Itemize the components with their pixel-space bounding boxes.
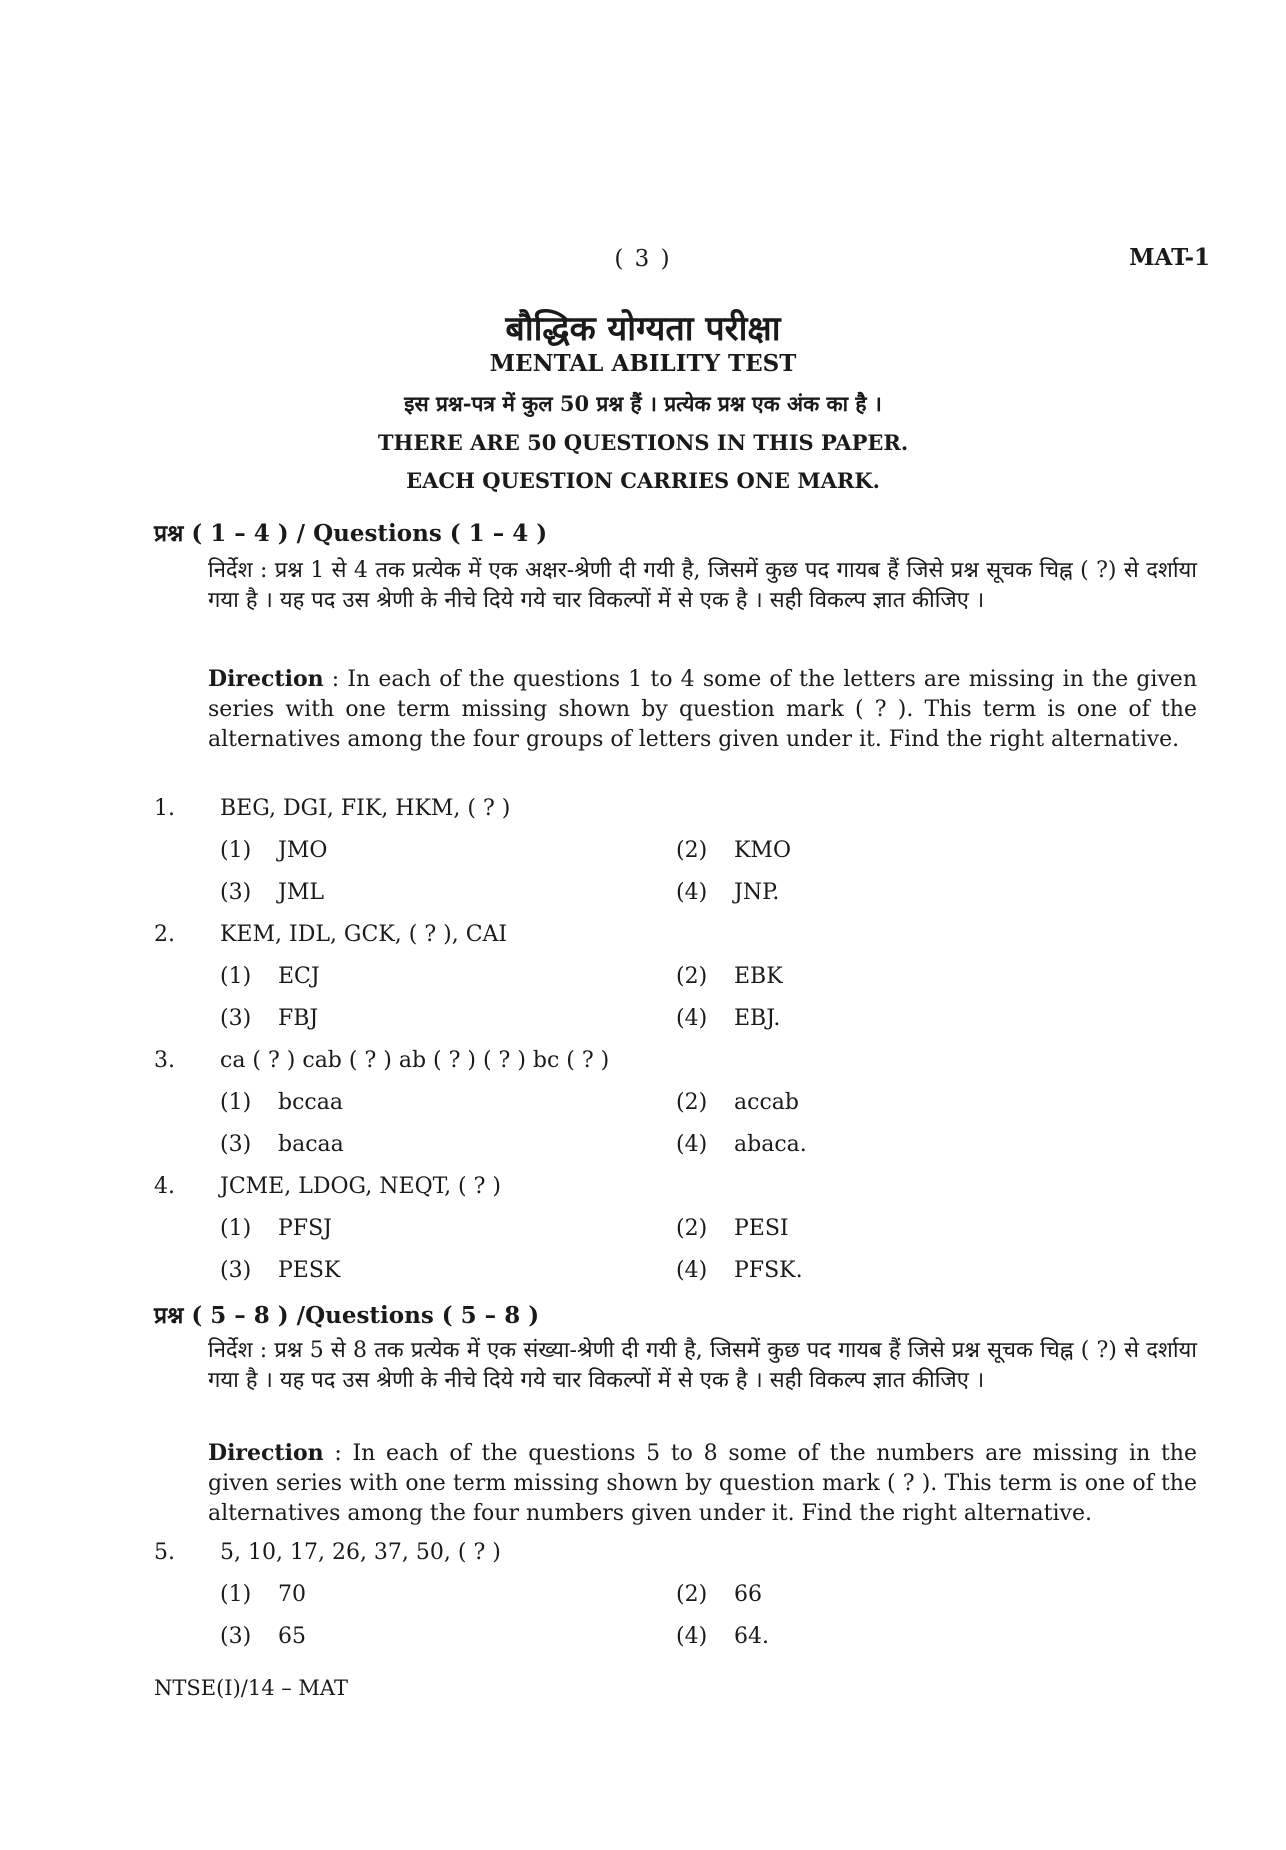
direction-text: : In each of the questions 1 to 4 some of the letters are missing in the given series with one term missing shown by question mark ( ? ). This term is one of the alternatives among the four groups of letters given under it. Find the right alternative. bbox=[208, 667, 1197, 752]
direction-label: Direction bbox=[208, 666, 324, 692]
note-english-marks: EACH QUESTION CARRIES ONE MARK. bbox=[406, 468, 880, 493]
note-hindi: इस प्रश्न-पत्र में कुल 50 प्रश्न हैं । प्रत्येक प्रश्न एक अंक का है । bbox=[404, 391, 882, 416]
title-english: MENTAL ABILITY TEST bbox=[489, 350, 797, 377]
paper-code: MAT-1 bbox=[1129, 244, 1210, 271]
option: (3) 65 bbox=[220, 1624, 306, 1649]
option: (3) bacaa bbox=[220, 1132, 344, 1157]
option: (3) PESK bbox=[220, 1258, 341, 1283]
title-hindi: बौद्धिक योग्यता परीक्षा bbox=[505, 309, 781, 349]
direction-label: Direction bbox=[208, 1440, 324, 1466]
option: (4) 64. bbox=[676, 1624, 769, 1649]
option: (4) PFSK. bbox=[676, 1258, 803, 1283]
question-number: 1. bbox=[154, 796, 175, 821]
question-text: 5, 10, 17, 26, 37, 50, ( ? ) bbox=[220, 1540, 501, 1565]
option: (1) PFSJ bbox=[220, 1216, 332, 1241]
option: (1) JMO bbox=[220, 838, 328, 863]
option: (4) JNP. bbox=[676, 880, 780, 905]
direction-text: : In each of the questions 5 to 8 some of the numbers are missing in the given series with one term missing shown by question mark ( ? ). This term is one of the alternatives among the four numbers given under it. Find the right alternative. bbox=[208, 1441, 1197, 1526]
option: (2) PESI bbox=[676, 1216, 789, 1241]
option: (3) JML bbox=[220, 880, 324, 905]
question-number: 2. bbox=[154, 922, 175, 947]
question-number: 3. bbox=[154, 1048, 175, 1073]
option: (1) 70 bbox=[220, 1582, 306, 1607]
section-heading-1-4: प्रश्न ( 1 – 4 ) / Questions ( 1 – 4 ) bbox=[154, 520, 548, 547]
question-text: KEM, IDL, GCK, ( ? ), CAI bbox=[220, 922, 508, 947]
direction-english-1-4 bbox=[154, 664, 1197, 755]
direction-english-5-8 bbox=[154, 1438, 1197, 1529]
page-number: ( 3 ) bbox=[614, 246, 672, 272]
option: (2) EBK bbox=[676, 964, 783, 989]
option: (2) KMO bbox=[676, 838, 791, 863]
option: (2) 66 bbox=[676, 1582, 762, 1607]
option: (1) bccaa bbox=[220, 1090, 343, 1115]
note-english-questions: THERE ARE 50 QUESTIONS IN THIS PAPER. bbox=[377, 430, 909, 455]
option: (1) ECJ bbox=[220, 964, 320, 989]
option: (2) accab bbox=[676, 1090, 799, 1115]
question-number: 5. bbox=[154, 1540, 175, 1565]
question-text: JCME, LDOG, NEQT, ( ? ) bbox=[220, 1174, 502, 1199]
question-number: 4. bbox=[154, 1174, 175, 1199]
option: (4) abaca. bbox=[676, 1132, 807, 1157]
option: (4) EBJ. bbox=[676, 1006, 781, 1031]
direction-hindi-5-8: निर्देश : प्रश्न 5 से 8 तक प्रत्येक में एक संख्या-श्रेणी दी गयी है, जिसमें कुछ पद गायब हैं जिसे प्रश्न सूचक चिह्न ( ?) से दर्शाया गया है । यह पद उस श्रेणी के नीचे दिये गये चार विकल्पों में से एक है । सही विकल्प ज्ञात कीजिए । bbox=[208, 1338, 1197, 1393]
footer-code: NTSE(I)/14 – MAT bbox=[154, 1676, 348, 1700]
option: (3) FBJ bbox=[220, 1006, 319, 1031]
section-heading-5-8: प्रश्न ( 5 – 8 ) /Questions ( 5 – 8 ) bbox=[154, 1302, 540, 1329]
question-text: ca ( ? ) cab ( ? ) ab ( ? ) ( ? ) bc ( ? ) bbox=[220, 1048, 610, 1073]
question-text: BEG, DGI, FIK, HKM, ( ? ) bbox=[220, 796, 511, 821]
direction-hindi-1-4: निर्देश : प्रश्न 1 से 4 तक प्रत्येक में एक अक्षर-श्रेणी दी गयी है, जिसमें कुछ पद गायब हैं जिसे प्रश्न सूचक चिह्न ( ?) से दर्शाया गया है । यह पद उस श्रेणी के नीचे दिये गये चार विकल्पों में से एक है । सही विकल्प ज्ञात कीजिए । bbox=[208, 558, 1197, 613]
